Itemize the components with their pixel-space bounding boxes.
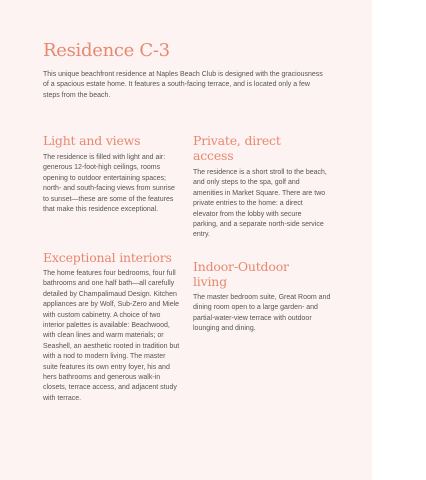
section-heading-indoor-outdoor-living: Indoor-Outdoor living [193, 259, 289, 289]
page-title: Residence C-3 [43, 40, 170, 61]
intro-paragraph: This unique beachfront residence at Naples Beach Club is designed with the graciousness of a spacious estate home. It features a south-facing terrace, and is located only a few steps from the beach. [43, 71, 323, 99]
section-body-light-and-views: The residence is filled with light and air: generous 12-foot-high ceilings, rooms opening to outdoor entertaining spaces; north- and south-facing views from sunrise to sunset—these are some of the features that make this residence exceptional. [43, 154, 175, 214]
section-heading-exceptional-interiors: Exceptional interiors [43, 250, 172, 265]
section-heading-light-and-views: Light and views [43, 133, 141, 148]
section-body-indoor-outdoor-living: The master bedroom suite, Great Room and dining room open to a large garden- and partial-water-view terrace with outdoor lounging and dining. [193, 294, 331, 333]
section-heading-private-access: Private, direct access [193, 133, 281, 163]
section-body-private-access: The residence is a short stroll to the beach, and only steps to the spa, golf and amenities in Market Square. There are two private entries to the home: a direct elevator from the lobby with secure parking, and a separate north-side service entry. [193, 169, 327, 239]
section-body-exceptional-interiors: The home features four bedrooms, four full bathrooms and one half bath—all carefully detailed by Champalimaud Design. Kitchen appliances are by Wolf, Sub-Zero and Miele with custom cabinetry. A choice of two interior palettes is available: Beachwood, with clean lines and warm materials; or Seashell, an aesthetic rooted in tradition but with a nod to modern living. The master suite features its own entry foyer, his and hers bathrooms and generous walk-in closets, terrace access, and adjacent study with terrace. [43, 270, 180, 402]
